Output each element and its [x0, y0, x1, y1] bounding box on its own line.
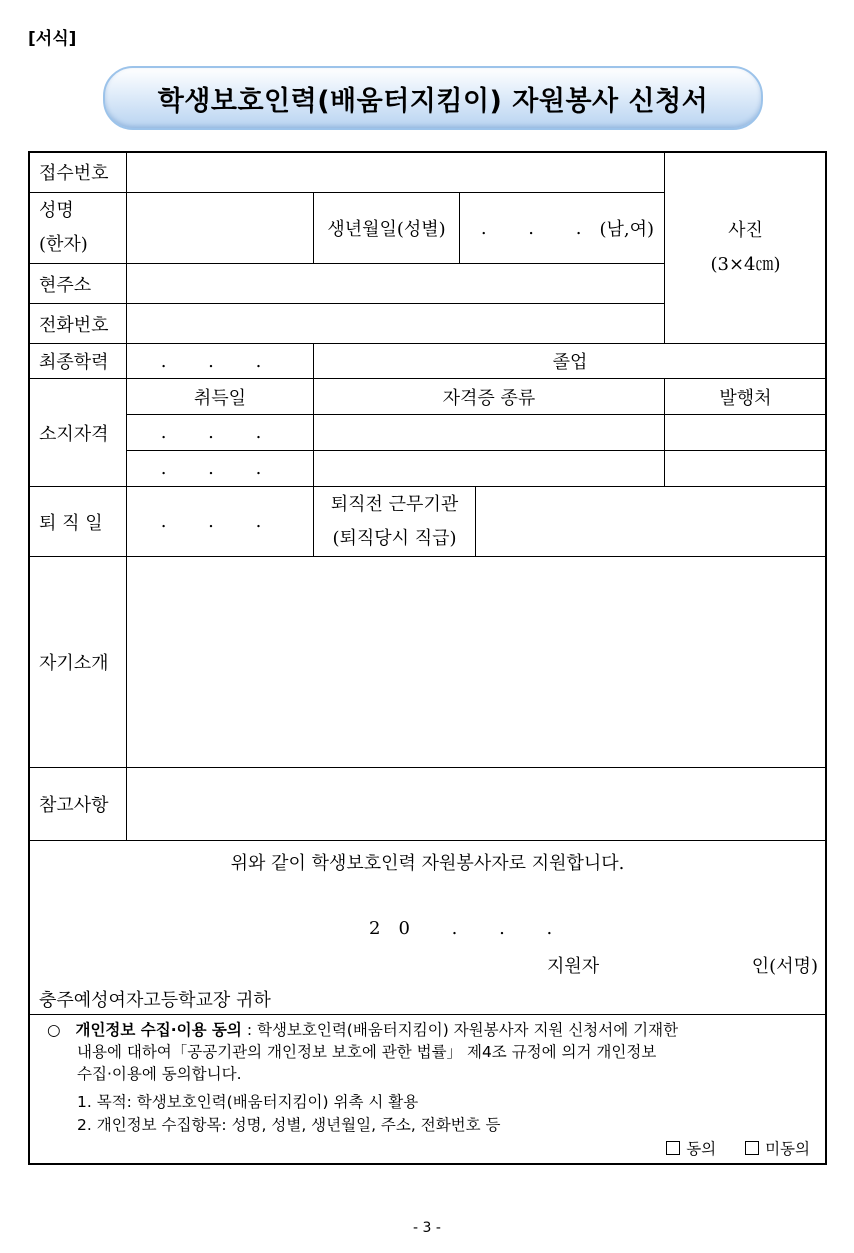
- cert-row-2-date-dots: . . .: [160, 458, 280, 479]
- cert-row-1-date-dots: . . .: [160, 422, 280, 443]
- label-certificates: 소지자격: [28, 378, 127, 487]
- photo-label: 사진: [728, 219, 763, 241]
- input-birth-sex[interactable]: [459, 192, 665, 264]
- consent-options: [666, 1138, 810, 1160]
- label-education: 최종학력: [28, 343, 127, 379]
- page-number: - 3 -: [413, 1220, 441, 1236]
- retirement-date-dots: . . .: [160, 511, 280, 532]
- applicant-label: 지원자: [547, 956, 600, 977]
- disagree-box-icon: [745, 1141, 759, 1155]
- education-date-dots: . . .: [160, 350, 280, 372]
- input-retirement-date[interactable]: [126, 486, 314, 557]
- cert-row-2-type[interactable]: [313, 450, 665, 487]
- input-receipt-no[interactable]: [126, 151, 665, 193]
- title-banner: [103, 66, 763, 130]
- birth-date-dots: . . .: [480, 217, 600, 239]
- form-tag: [서식]: [28, 29, 77, 49]
- input-self-intro[interactable]: [126, 556, 827, 768]
- agree-label: 동의: [686, 1140, 717, 1158]
- privacy-text-1: : 학생보호인력(배움터지킴이) 자원봉사자 지원 신청서에 기재한: [241, 1021, 679, 1039]
- header-cert-date: 취득일: [126, 378, 314, 415]
- label-retirement-date: 퇴 직 일: [28, 486, 127, 557]
- label-self-intro: 자기소개: [28, 556, 127, 768]
- header-cert-issuer: 발행처: [664, 378, 827, 415]
- label-prev-employer: [313, 486, 476, 557]
- cert-row-2-issuer[interactable]: [664, 450, 827, 487]
- privacy-line-1: [47, 1019, 816, 1041]
- disagree-checkbox[interactable]: [745, 1140, 810, 1158]
- prev-position-label: (퇴직당시 직급): [332, 527, 457, 549]
- input-education-date[interactable]: [126, 343, 314, 379]
- input-address[interactable]: [126, 263, 665, 304]
- photo-size: (3×4㎝): [710, 253, 781, 275]
- page-title: 학생보호인력(배움터지킴이) 자원봉사 신청서: [157, 85, 709, 117]
- privacy-heading: 개인정보 수집·이용 동의: [75, 1021, 242, 1039]
- disagree-label: 미동의: [765, 1140, 810, 1158]
- cert-row-2-date[interactable]: [126, 450, 314, 487]
- input-prev-employer[interactable]: [475, 486, 827, 557]
- agree-checkbox[interactable]: [666, 1140, 716, 1158]
- privacy-text-2: 내용에 대하여「공공기관의 개인정보 보호에 관한 법률」 제4조 규정에 의거 개인정보: [77, 1043, 657, 1061]
- prev-employer-label: 퇴직전 근무기관: [330, 493, 459, 515]
- input-phone[interactable]: [126, 303, 665, 344]
- cert-row-1-date[interactable]: [126, 414, 314, 451]
- declaration-block: [28, 840, 827, 1015]
- application-form: [28, 151, 827, 1165]
- name-hanja-label: (한자): [39, 234, 88, 255]
- input-remarks[interactable]: [126, 767, 827, 841]
- declaration-statement: 위와 같이 학생보호인력 자원봉사자로 지원합니다.: [230, 853, 625, 874]
- agree-box-icon: [666, 1141, 680, 1155]
- graduation-label: 졸업: [552, 352, 588, 373]
- name-label: 성명: [39, 200, 74, 221]
- privacy-consent: [28, 1014, 827, 1165]
- declaration-date-text: 20 . . .: [369, 918, 571, 939]
- photo-box[interactable]: [664, 151, 827, 344]
- privacy-text-3: 수집·이용에 동의합니다.: [77, 1065, 242, 1083]
- privacy-bullet: ○: [47, 1021, 61, 1039]
- addressee: 충주예성여자고등학교장 귀하: [39, 990, 271, 1011]
- declaration-date[interactable]: [369, 918, 570, 939]
- label-address: 현주소: [28, 263, 127, 304]
- label-birth-sex: 생년월일(성별): [313, 192, 460, 264]
- label-phone: 전화번호: [28, 303, 127, 344]
- cert-row-1-type[interactable]: [313, 414, 665, 451]
- label-receipt-no: 접수번호: [28, 151, 127, 193]
- privacy-item-2: 2. 개인정보 수집항목: 성명, 성별, 생년월일, 주소, 전화번호 등: [77, 1116, 501, 1134]
- label-name: [28, 192, 127, 264]
- cert-row-1-issuer[interactable]: [664, 414, 827, 451]
- graduation-cell[interactable]: [313, 343, 827, 379]
- input-name[interactable]: [126, 192, 314, 264]
- seal-signature[interactable]: 인(서명): [751, 956, 818, 977]
- privacy-item-1: 1. 목적: 학생보호인력(배움터지킴이) 위촉 시 활용: [77, 1093, 419, 1111]
- header-cert-type: 자격증 종류: [313, 378, 665, 415]
- sex-options: (남,여): [599, 219, 654, 240]
- label-remarks: 참고사항: [28, 767, 127, 841]
